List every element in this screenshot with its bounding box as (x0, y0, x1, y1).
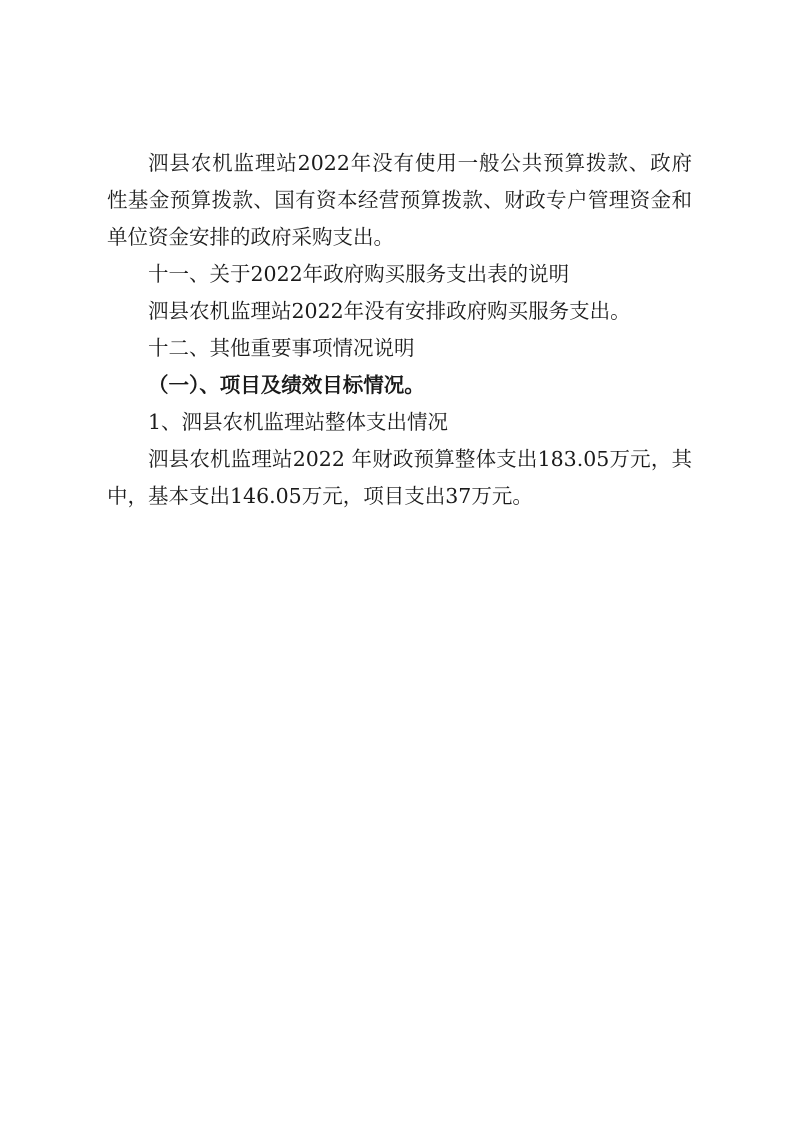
document-body (107, 145, 692, 515)
paragraph-service-purchase-statement: 泗县农机监理站2022年没有安排政府购买服务支出。 (148, 299, 631, 323)
paragraph-procurement-statement: 泗县农机监理站2022年没有使用一般公共预算拨款、政府性基金预算拨款、国有资本经营预算拨款、财政专户管理资金和单位资金安排的政府采购支出。 (107, 151, 692, 249)
paragraph-expenditure-detail: 泗县农机监理站2022 年财政预算整体支出183.05万元，其中，基本支出146.05万元，项目支出37万元。 (107, 447, 692, 508)
heading-section-11: 十一、关于2022年政府购买服务支出表的说明 (148, 262, 570, 286)
subheading-overall-expenditure: 1、泗县农机监理站整体支出情况 (148, 410, 449, 434)
heading-section-12: 十二、其他重要事项情况说明 (148, 336, 415, 360)
subheading-project-goals: （一）、项目及绩效目标情况。 (148, 373, 425, 397)
